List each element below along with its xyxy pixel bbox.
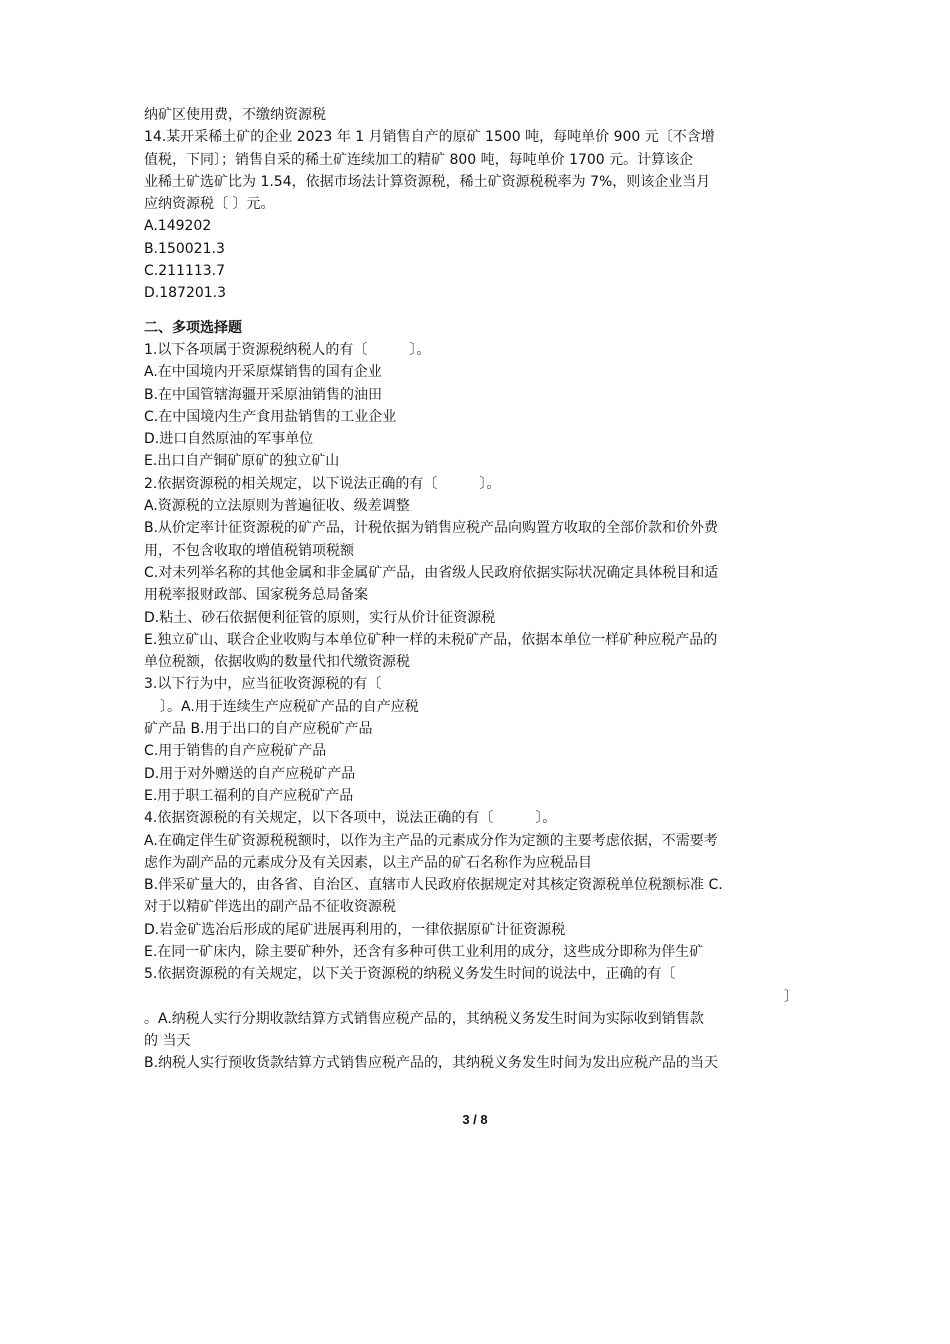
option-c: C.211113.7 — [144, 263, 226, 280]
option-b: B.150021.3 — [144, 240, 225, 257]
section-title: 二、多项选择题 — [144, 319, 242, 336]
question-1-stem: 1.以下各项属于资源税纳税人的有〔 〕。 — [144, 341, 431, 358]
question-14-stem: 业稀土矿选矿比为 1.54，依据市场法计算资源税，稀土矿资源税税率为 7%，则该企业当月 — [144, 173, 711, 190]
question-14-stem: 14.某开采稀土矿的企业 2023 年 1 月销售自产的原矿 1500 吨，每吨单价 900 元〔不含增 — [144, 129, 715, 146]
option-b-cont: 用，不包含收取的增值税销项税额 — [144, 542, 354, 559]
question-5-bracket: 〕 — [784, 988, 798, 1005]
option-d: D.用于对外赠送的自产应税矿产品 — [144, 765, 356, 782]
question-14-stem: 应纳资源税〔 〕元。 — [144, 196, 275, 213]
option-a: A.149202 — [144, 218, 212, 235]
option-e: E.出口自产铜矿原矿的独立矿山 — [144, 453, 340, 470]
option-e-cont: 单位税额，依据收购的数量代扣代缴资源税 — [144, 654, 410, 671]
page-number: 3 / 8 — [462, 1112, 488, 1127]
option-b: B.纳税人实行预收货款结算方式销售应税产品的，其纳税义务发生时间为发出应税产品的当天 — [144, 1055, 719, 1072]
option-e: E.独立矿山、联合企业收购与本单位矿种一样的未税矿产品，依据本单位一样矿种应税产品的 — [144, 631, 718, 648]
option-c: C.在中国境内生产食用盐销售的工业企业 — [144, 408, 397, 425]
option-b: 矿产品 B.用于出口的自产应税矿产品 — [144, 721, 373, 738]
option-d: D.进口自然原油的军事单位 — [144, 431, 314, 448]
option-c: C.用于销售的自产应税矿产品 — [144, 743, 327, 760]
question-3-stem: 3.以下行为中，应当征收资源税的有〔 — [144, 676, 382, 693]
document-body — [144, 104, 806, 1075]
option-c-cont: 用税率报财政部、国家税务总局备案 — [144, 587, 368, 604]
option-e: E.在同一矿床内，除主要矿种外，还含有多种可供工业利用的成分，这些成分即称为伴生矿 — [144, 943, 704, 960]
option-a: A.资源税的立法原则为普遍征收、级差调整 — [144, 498, 410, 515]
option-e: E.用于职工福利的自产应税矿产品 — [144, 787, 354, 804]
option-a-cont: 的 当天 — [144, 1033, 191, 1050]
option-a: A.在中国境内开采原煤销售的国有企业 — [144, 364, 382, 381]
option-b: B.从价定率计征资源税的矿产品，计税依据为销售应税产品向购置方收取的全部价款和价外费 — [144, 520, 719, 537]
question-5-stem: 5.依据资源税的有关规定，以下关于资源税的纳税义务发生时间的说法中，正确的有〔 — [144, 966, 676, 983]
option-c: 对于以精矿伴选出的副产品不征收资源税 — [144, 899, 396, 916]
question-4-stem: 4.依据资源税的有关规定，以下各项中，说法正确的有〔 〕。 — [144, 810, 557, 827]
question-2-stem: 2.依据资源税的相关规定，以下说法正确的有〔 〕。 — [144, 475, 501, 492]
option-d: D.187201.3 — [144, 285, 227, 302]
option-b: B.在中国管辖海疆开采原油销售的油田 — [144, 386, 383, 403]
option-c: C.对未列举名称的其他金属和非金属矿产品，由省级人民政府依据实际状况确定具体税目和适 — [144, 564, 719, 581]
option-a-cont: 虑作为副产品的元素成分及有关因素，以主产品的矿石名称作为应税品目 — [144, 854, 592, 871]
option-d: D.岩金矿选冶后形成的尾矿进展再利用的，一律依据原矿计征资源税 — [144, 921, 566, 938]
option-a: A.在确定伴生矿资源税税额时，以作为主产品的元素成分作为定额的主要考虑依据，不需要考 — [144, 832, 718, 849]
question-14-stem: 值税，下同〕；销售自采的稀土矿连续加工的精矿 800 吨，每吨单价 1700 元。计算该企 — [144, 151, 694, 168]
text-line: 纳矿区使用费，不缴纳资源税 — [144, 107, 326, 123]
option-a: 。A.纳税人实行分期收款结算方式销售应税产品的，其纳税义务发生时间为实际收到销售款 — [144, 1010, 704, 1027]
option-d: D.粘土、砂石依据便利征管的原则，实行从价计征资源税 — [144, 609, 496, 626]
question-3-stem-cont: 〕。A.用于连续生产应税矿产品的自产应税 — [160, 698, 419, 715]
option-b: B.伴采矿量大的，由各省、自治区、直辖市人民政府依据规定对其核定资源税单位税额标准 C. — [144, 877, 723, 894]
